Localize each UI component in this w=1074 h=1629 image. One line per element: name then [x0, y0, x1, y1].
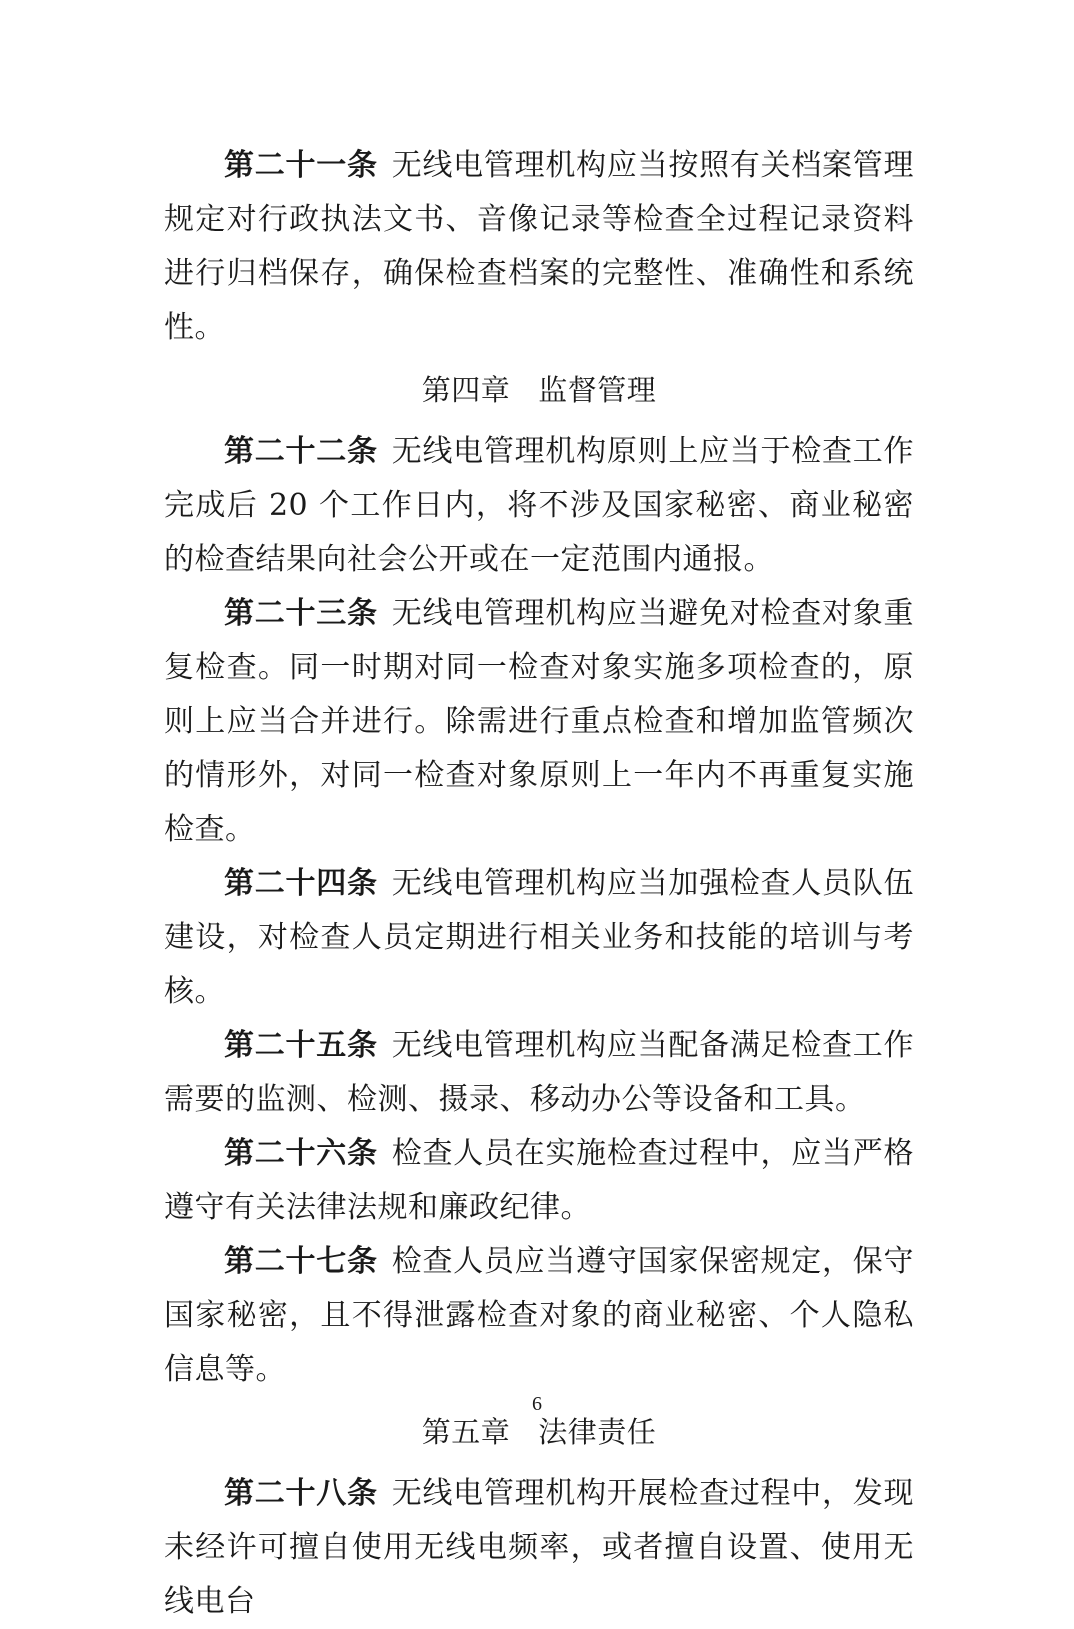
article-text: 无线电管理机构原则上应当于检查工作完成后 20 个工作日内，将不涉及国家秘密、商业秘密的检查结果向社会公开或在一定范围内通报。: [164, 434, 915, 577]
article-number: 第二十五条: [224, 1028, 378, 1063]
article-number: 第二十二条: [224, 434, 378, 469]
chapter-number: 第四章: [421, 373, 511, 407]
article-text: 无线电管理机构应当加强检查人员队伍建设，对检查人员定期进行相关业务和技能的培训与考核。: [164, 866, 915, 1009]
article-26: [164, 1127, 914, 1235]
article-27: [164, 1235, 914, 1397]
article-25: [164, 1019, 914, 1127]
article-21: [164, 139, 914, 355]
article-text: 无线电管理机构开展检查过程中，发现未经许可擅自使用无线电频率，或者擅自设置、使用无线电台: [164, 1476, 915, 1619]
article-text: 检查人员在实施检查过程中，应当严格遵守有关法律法规和廉政纪律。: [164, 1136, 915, 1225]
article-number: 第二十一条: [224, 148, 378, 183]
article-number: 第二十六条: [224, 1136, 378, 1171]
article-23: [164, 587, 914, 857]
article-number: 第二十四条: [224, 866, 378, 901]
article-text: 无线电管理机构应当避免对检查对象重复检查。同一时期对同一检查对象实施多项检查的，原则上应当合并进行。除需进行重点检查和增加监管频次的情形外，对同一检查对象原则上一年内不再重复实施检查。: [164, 596, 915, 847]
article-number: 第二十三条: [224, 596, 378, 631]
article-24: [164, 857, 914, 1019]
chapter-heading-4: [164, 355, 914, 425]
article-text: 无线电管理机构应当配备满足检查工作需要的监测、检测、摄录、移动办公等设备和工具。: [164, 1028, 915, 1117]
article-number: 第二十八条: [224, 1476, 378, 1511]
article-text: 无线电管理机构应当按照有关档案管理规定对行政执法文书、音像记录等检查全过程记录资料进行归档保存，确保检查档案的完整性、准确性和系统性。: [164, 148, 915, 345]
chapter-title: 法律责任: [538, 1415, 657, 1449]
chapter-number: 第五章: [421, 1415, 511, 1449]
article-28: [164, 1467, 914, 1629]
article-22: [164, 425, 914, 587]
page-number: 6: [532, 1393, 542, 1415]
article-number: 第二十七条: [224, 1244, 378, 1279]
chapter-title: 监督管理: [538, 373, 657, 407]
article-text: 检查人员应当遵守国家保密规定，保守国家秘密，且不得泄露检查对象的商业秘密、个人隐私信息等。: [164, 1244, 915, 1387]
